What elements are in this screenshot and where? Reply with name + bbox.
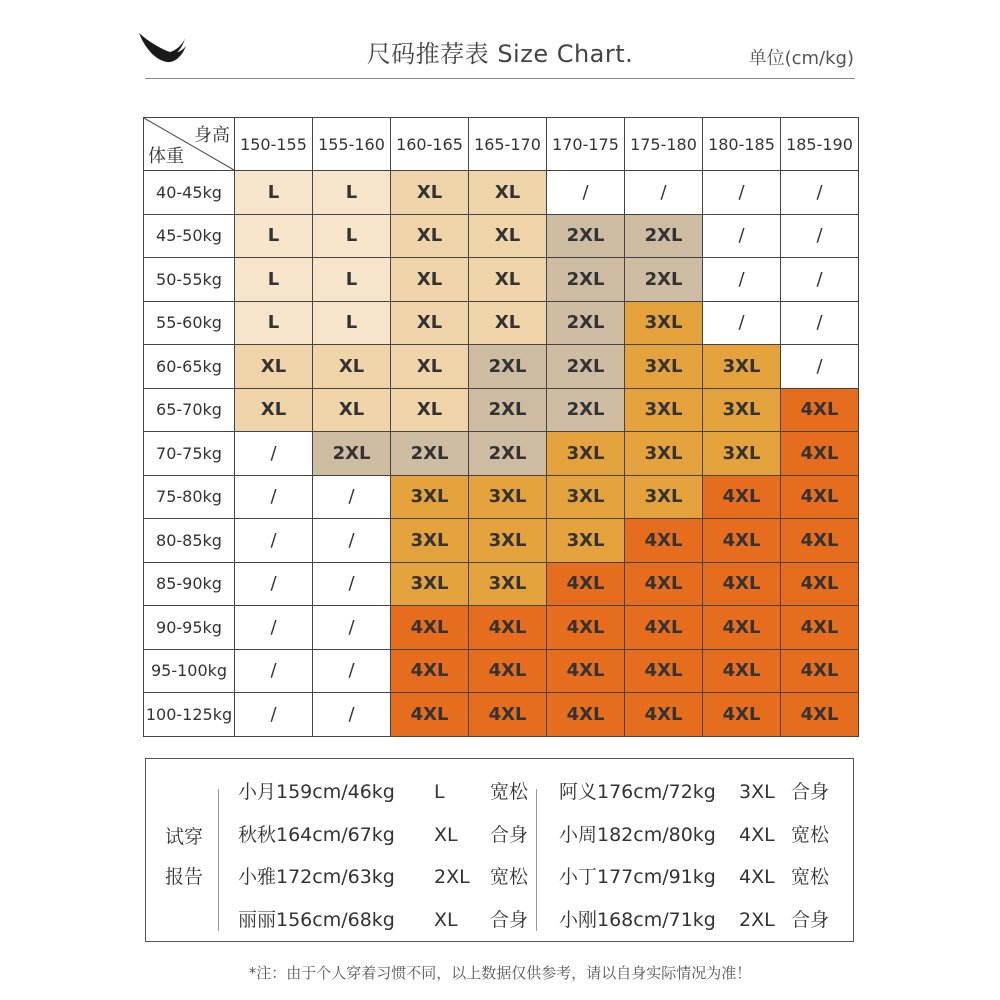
- height-header-cell: 185-190: [781, 118, 859, 171]
- tryon-report-label: 试穿 报告: [164, 826, 203, 888]
- size-cell: 4XL: [625, 606, 703, 650]
- size-cell: 4XL: [781, 475, 859, 519]
- size-cell: /: [313, 519, 391, 563]
- size-cell: 2XL: [391, 432, 469, 476]
- tryon-fit: 宽松: [490, 866, 529, 888]
- weight-row-header: 80-85kg: [144, 519, 235, 563]
- tryon-size: 3XL: [739, 781, 775, 803]
- size-cell: XL: [391, 171, 469, 215]
- size-cell: /: [313, 606, 391, 650]
- size-cell: /: [235, 432, 313, 476]
- table-row: [144, 432, 859, 476]
- size-cell: 3XL: [391, 519, 469, 563]
- size-cell: 2XL: [547, 388, 625, 432]
- tryon-fit: 合身: [791, 908, 830, 931]
- size-cell: 2XL: [313, 432, 391, 476]
- size-cell: 4XL: [703, 475, 781, 519]
- size-cell: 4XL: [625, 519, 703, 563]
- size-cell: 4XL: [703, 519, 781, 563]
- size-cell: 4XL: [547, 606, 625, 650]
- table-corner: [144, 118, 235, 171]
- size-cell: XL: [391, 345, 469, 389]
- height-header-cell: 170-175: [547, 118, 625, 171]
- size-cell: /: [235, 519, 313, 563]
- size-cell: L: [235, 258, 313, 302]
- tryon-entry: [559, 814, 829, 857]
- title-divider: [145, 78, 855, 79]
- size-cell: 4XL: [781, 562, 859, 606]
- size-cell: 4XL: [703, 606, 781, 650]
- size-cell: 2XL: [625, 258, 703, 302]
- table-row: [144, 606, 859, 650]
- weight-row-header: 75-80kg: [144, 475, 235, 519]
- size-cell: 3XL: [703, 345, 781, 389]
- weight-row-header: 40-45kg: [144, 171, 235, 215]
- tryon-person: 小雅172cm/63kg: [238, 866, 395, 888]
- tryon-entry: [238, 814, 528, 857]
- size-table-body: [144, 171, 859, 737]
- size-cell: 3XL: [625, 432, 703, 476]
- tryon-size: 4XL: [739, 866, 775, 888]
- tryon-entry: [559, 899, 829, 942]
- height-header-cell: 150-155: [235, 118, 313, 171]
- weight-row-header: 45-50kg: [144, 214, 235, 258]
- size-cell: XL: [469, 171, 547, 215]
- height-axis-label: 身高: [194, 125, 230, 146]
- tryon-entry: [559, 771, 829, 814]
- size-cell: /: [313, 693, 391, 737]
- size-cell: 4XL: [781, 388, 859, 432]
- divider-line: [218, 789, 219, 931]
- size-cell: /: [781, 345, 859, 389]
- tryon-person: 阿义176cm/72kg: [559, 781, 716, 803]
- table-row: [144, 519, 859, 563]
- tryon-left-column: [238, 771, 528, 941]
- tryon-fit: 合身: [791, 781, 830, 803]
- size-cell: 4XL: [547, 562, 625, 606]
- size-cell: 3XL: [469, 519, 547, 563]
- tryon-person: 小刚168cm/71kg: [559, 908, 716, 931]
- tryon-entry: [238, 771, 528, 814]
- weight-row-header: 50-55kg: [144, 258, 235, 302]
- size-cell: L: [235, 214, 313, 258]
- height-header-cell: 165-170: [469, 118, 547, 171]
- tryon-size: 2XL: [434, 866, 470, 888]
- size-cell: 4XL: [625, 649, 703, 693]
- table-row: [144, 171, 859, 215]
- size-cell: /: [235, 606, 313, 650]
- size-cell: XL: [313, 388, 391, 432]
- size-cell: XL: [235, 388, 313, 432]
- tryon-fit: 合身: [490, 823, 529, 846]
- size-cell: 4XL: [469, 649, 547, 693]
- table-row: [144, 301, 859, 345]
- size-cell: /: [781, 171, 859, 215]
- page-title: 尺码推荐表 Size Chart.: [366, 40, 634, 68]
- table-row: [144, 388, 859, 432]
- size-cell: 2XL: [469, 388, 547, 432]
- size-cell: /: [703, 258, 781, 302]
- size-cell: /: [547, 171, 625, 215]
- size-cell: 3XL: [625, 475, 703, 519]
- tryon-person: 小丁177cm/91kg: [559, 866, 716, 888]
- tryon-person: 小周182cm/80kg: [559, 823, 716, 846]
- size-cell: XL: [313, 345, 391, 389]
- size-cell: XL: [235, 345, 313, 389]
- size-cell: L: [313, 214, 391, 258]
- tryon-person: 秋秋164cm/67kg: [238, 823, 395, 846]
- size-cell: /: [703, 301, 781, 345]
- weight-row-header: 70-75kg: [144, 432, 235, 476]
- size-cell: L: [313, 171, 391, 215]
- size-cell: 4XL: [391, 693, 469, 737]
- size-cell: 4XL: [703, 649, 781, 693]
- height-header-cell: 155-160: [313, 118, 391, 171]
- size-cell: /: [313, 562, 391, 606]
- tryon-right-column: [559, 771, 829, 941]
- weight-row-header: 95-100kg: [144, 649, 235, 693]
- size-cell: 4XL: [547, 649, 625, 693]
- height-header-cell: 180-185: [703, 118, 781, 171]
- size-cell: 3XL: [547, 475, 625, 519]
- size-cell: 4XL: [625, 693, 703, 737]
- tryon-size: L: [434, 781, 445, 803]
- table-row: [144, 693, 859, 737]
- tryon-size: 2XL: [739, 908, 775, 931]
- unit-label: 单位(cm/kg): [748, 48, 854, 69]
- weight-row-header: 90-95kg: [144, 606, 235, 650]
- size-cell: 4XL: [391, 649, 469, 693]
- size-cell: XL: [469, 258, 547, 302]
- divider-line: [536, 789, 537, 931]
- size-cell: 4XL: [547, 693, 625, 737]
- size-cell: /: [703, 214, 781, 258]
- weight-row-header: 60-65kg: [144, 345, 235, 389]
- size-cell: 3XL: [469, 562, 547, 606]
- size-cell: 4XL: [703, 562, 781, 606]
- size-cell: 4XL: [781, 693, 859, 737]
- size-cell: 2XL: [469, 345, 547, 389]
- table-row: [144, 214, 859, 258]
- size-cell: /: [703, 171, 781, 215]
- table-row: [144, 562, 859, 606]
- size-cell: 4XL: [625, 562, 703, 606]
- tryon-fit: 宽松: [791, 823, 830, 846]
- table-row: [144, 258, 859, 302]
- size-cell: 3XL: [391, 475, 469, 519]
- size-cell: 3XL: [469, 475, 547, 519]
- tryon-entry: [238, 899, 528, 942]
- size-cell: 3XL: [703, 432, 781, 476]
- size-cell: 2XL: [547, 345, 625, 389]
- size-cell: /: [235, 562, 313, 606]
- table-row: [144, 475, 859, 519]
- size-cell: XL: [469, 214, 547, 258]
- height-header-cell: 175-180: [625, 118, 703, 171]
- size-chart-table: [143, 117, 859, 737]
- weight-row-header: 65-70kg: [144, 388, 235, 432]
- size-cell: L: [313, 301, 391, 345]
- size-cell: 3XL: [625, 345, 703, 389]
- size-cell: XL: [391, 301, 469, 345]
- size-cell: /: [235, 475, 313, 519]
- tryon-fit: 宽松: [490, 781, 529, 803]
- size-cell: /: [781, 301, 859, 345]
- tryon-entry: [559, 856, 829, 899]
- size-cell: /: [625, 171, 703, 215]
- weight-row-header: 55-60kg: [144, 301, 235, 345]
- size-cell: 4XL: [781, 606, 859, 650]
- size-cell: /: [781, 214, 859, 258]
- size-cell: 4XL: [469, 606, 547, 650]
- weight-row-header: 85-90kg: [144, 562, 235, 606]
- height-header-row: [144, 118, 859, 171]
- size-cell: XL: [391, 258, 469, 302]
- size-cell: /: [781, 258, 859, 302]
- size-cell: 2XL: [469, 432, 547, 476]
- tryon-entry: [238, 856, 528, 899]
- size-cell: 3XL: [703, 388, 781, 432]
- size-cell: /: [313, 649, 391, 693]
- tryon-size: 4XL: [739, 823, 775, 846]
- size-cell: 3XL: [625, 388, 703, 432]
- size-cell: 2XL: [547, 214, 625, 258]
- tryon-fit: 宽松: [791, 866, 830, 888]
- size-cell: XL: [391, 388, 469, 432]
- size-cell: 4XL: [469, 693, 547, 737]
- size-cell: L: [235, 171, 313, 215]
- tryon-size: XL: [434, 823, 458, 846]
- size-cell: 2XL: [625, 214, 703, 258]
- weight-axis-label: 体重: [148, 146, 184, 167]
- size-cell: 2XL: [547, 258, 625, 302]
- size-cell: XL: [391, 214, 469, 258]
- size-cell: L: [313, 258, 391, 302]
- tryon-person: 小月159cm/46kg: [238, 781, 395, 803]
- size-cell: 4XL: [703, 693, 781, 737]
- size-cell: 4XL: [781, 519, 859, 563]
- tryon-fit: 合身: [490, 908, 529, 931]
- size-cell: L: [235, 301, 313, 345]
- tryon-report: [145, 758, 854, 942]
- size-cell: XL: [469, 301, 547, 345]
- size-cell: /: [235, 693, 313, 737]
- size-cell: 3XL: [547, 519, 625, 563]
- tryon-size: XL: [434, 908, 458, 931]
- footnote: *注：由于个人穿着习惯不同，以上数据仅供参考，请以自身实际情况为准！: [248, 964, 752, 982]
- size-cell: 3XL: [547, 432, 625, 476]
- size-cell: 3XL: [391, 562, 469, 606]
- tryon-person: 丽丽156cm/68kg: [238, 908, 395, 931]
- table-row: [144, 345, 859, 389]
- size-cell: 2XL: [547, 301, 625, 345]
- size-cell: /: [313, 475, 391, 519]
- table-row: [144, 649, 859, 693]
- height-header-cell: 160-165: [391, 118, 469, 171]
- size-cell: 3XL: [625, 301, 703, 345]
- size-cell: 4XL: [781, 432, 859, 476]
- weight-row-header: 100-125kg: [144, 693, 235, 737]
- size-cell: /: [235, 649, 313, 693]
- size-cell: 4XL: [781, 649, 859, 693]
- size-cell: 4XL: [391, 606, 469, 650]
